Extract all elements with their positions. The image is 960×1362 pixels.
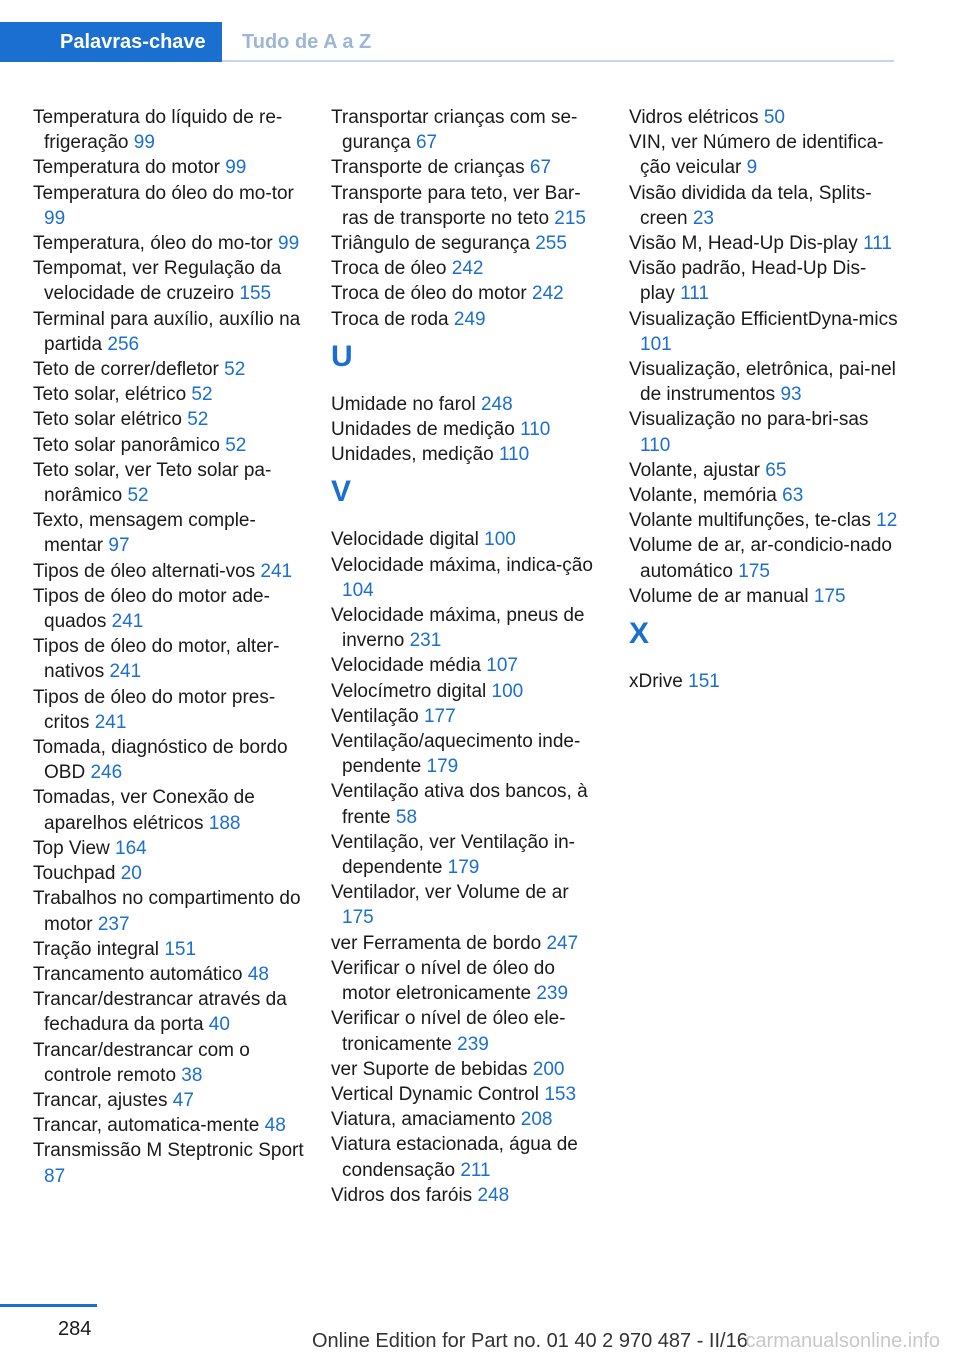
page-link[interactable]: 239: [457, 1033, 489, 1055]
entry-term: Teto solar, elétrico: [33, 384, 187, 406]
index-entry: [629, 256, 901, 306]
entry-term: Tipos de óleo do motor ade-quados: [33, 585, 270, 633]
page-link[interactable]: 63: [782, 485, 804, 507]
index-entry: [33, 357, 305, 382]
page-link[interactable]: 50: [763, 107, 785, 128]
index-entry: [33, 886, 305, 936]
index-entry: [33, 785, 305, 835]
page-link[interactable]: 110: [640, 434, 671, 456]
index-entry: [33, 937, 305, 962]
entry-term: xDrive: [629, 671, 683, 693]
page-link[interactable]: 231: [409, 630, 442, 652]
index-entry: [331, 880, 603, 930]
entry-term: Trancar/destrancar com o controle remoto: [33, 1039, 250, 1086]
page-link[interactable]: 211: [460, 1159, 491, 1181]
page-link[interactable]: 9: [746, 157, 758, 179]
index-entry: [33, 407, 305, 432]
entry-term: Transporte para teto, ver Bar-ras de transporte no teto: [331, 182, 581, 229]
index-entry: [33, 458, 305, 508]
page-number: 284: [58, 1318, 92, 1340]
index-entry: [33, 382, 305, 407]
entry-term: Volume de ar, ar-condicio-nado automático: [629, 535, 892, 582]
page-link[interactable]: 67: [415, 132, 438, 154]
page-link[interactable]: 175: [738, 560, 770, 582]
page-link[interactable]: 93: [780, 384, 802, 406]
entry-term: Troca de óleo: [331, 258, 447, 280]
header-rule: [222, 60, 894, 62]
entry-term: Velocidade média: [331, 655, 481, 677]
entry-term: Touchpad: [33, 863, 116, 885]
entry-term: Transporte de crianças: [331, 157, 525, 179]
entry-term: Teto solar, ver Teto solar pa-norâmico: [33, 459, 272, 507]
entry-term: Troca de roda: [331, 308, 449, 330]
index-column-2: [331, 105, 603, 1208]
index-entry: [33, 559, 305, 584]
tab-tudo-de-a-a-z[interactable]: Tudo de A a Z: [242, 31, 372, 53]
page-link[interactable]: 99: [44, 207, 66, 229]
index-entry: [331, 155, 603, 180]
page-link[interactable]: 110: [498, 444, 530, 466]
entry-term: Visualização, eletrônica, pai-nel de instrumentos: [629, 359, 896, 406]
section-letter: X: [629, 617, 650, 651]
page-link[interactable]: 200: [532, 1058, 565, 1080]
entry-term: Velocidade máxima, pneus de inverno: [331, 605, 585, 652]
page-link[interactable]: 100: [491, 680, 524, 702]
entry-term: Trancar, automatica-mente: [33, 1115, 260, 1137]
entry-term: Visualização EfficientDyna-mics: [629, 308, 898, 330]
page-link[interactable]: 153: [544, 1083, 577, 1105]
page-link[interactable]: 249: [453, 308, 486, 330]
page-link[interactable]: 242: [451, 258, 484, 280]
index-entry: [33, 1038, 305, 1088]
entry-term: Velocímetro digital: [331, 680, 487, 702]
entry-term: Trancar/destrancar através da fechadura da porta: [33, 989, 287, 1036]
index-entry: [629, 407, 901, 457]
page-link[interactable]: 99: [133, 132, 155, 154]
page-link[interactable]: 38: [181, 1064, 203, 1086]
page-link[interactable]: 241: [111, 611, 144, 633]
index-entry: [629, 584, 901, 609]
index-entry: [33, 861, 305, 886]
watermark: carmanualsonline.info: [745, 1330, 940, 1352]
entry-term: Temperatura do motor: [33, 157, 220, 179]
index-entry: [629, 669, 901, 694]
index-entry: [331, 729, 603, 779]
index-entry: [33, 685, 305, 735]
page-link[interactable]: 111: [863, 233, 892, 255]
entry-term: ver Ferramenta de bordo: [331, 932, 542, 954]
entry-term: Volante, memória: [629, 485, 777, 507]
index-entry: [331, 830, 603, 880]
index-entry: [331, 603, 603, 653]
entry-term: Visão dividida da tela, Splits-creen: [629, 182, 872, 229]
entry-term: Trancar, ajustes: [33, 1089, 168, 1111]
page-link[interactable]: 164: [115, 837, 147, 859]
index-entry: [629, 181, 901, 231]
page-link[interactable]: 179: [447, 857, 480, 879]
page-link[interactable]: 52: [127, 485, 149, 507]
entry-term: Viatura, amaciamento: [331, 1109, 516, 1131]
index-entry: [331, 105, 603, 155]
index-entry: [33, 155, 305, 180]
index-entry: [629, 483, 901, 508]
index-entry: [33, 231, 305, 256]
index-entry: [33, 962, 305, 987]
page-link[interactable]: 100: [484, 529, 516, 551]
entry-term: Unidades, medição: [331, 444, 494, 466]
page-link[interactable]: 52: [224, 359, 246, 381]
entry-term: Volante, ajustar: [629, 459, 760, 481]
index-entry: [331, 553, 603, 603]
page-link[interactable]: 188: [208, 812, 241, 834]
page-link[interactable]: 248: [477, 1184, 510, 1206]
index-entry: [331, 704, 603, 729]
page-link[interactable]: 23: [692, 207, 714, 229]
index-entry: [33, 1088, 305, 1113]
entry-term: Ventilação, ver Ventilação in-dependente: [331, 831, 575, 879]
entry-term: VIN, ver Número de identifica-ção veicular: [629, 132, 884, 179]
index-entry: [629, 231, 901, 256]
page-link[interactable]: 175: [813, 585, 846, 607]
page-link[interactable]: 87: [44, 1165, 66, 1187]
page-link[interactable]: 110: [520, 419, 551, 441]
index-entry: [331, 653, 603, 678]
page-link[interactable]: 99: [225, 157, 247, 179]
entry-term: Umidade no farol: [331, 393, 476, 415]
page-link[interactable]: 177: [423, 705, 456, 727]
index-entry: [629, 307, 901, 357]
page-link[interactable]: 99: [278, 233, 300, 255]
index-entry: [33, 634, 305, 684]
entry-term: Tipos de óleo do motor pres-critos: [33, 686, 276, 733]
index-entry: [331, 392, 603, 417]
page-link[interactable]: 248: [480, 393, 513, 415]
index-entry: [629, 533, 901, 583]
page-link[interactable]: 215: [554, 207, 586, 229]
index-entry: [331, 779, 603, 829]
entry-term: Temperatura, óleo do mo-tor: [33, 233, 273, 255]
entry-term: Temperatura do líquido de re-frigeração: [33, 107, 283, 154]
entry-term: Texto, mensagem comple-mentar: [33, 510, 256, 557]
entry-term: Teto solar elétrico: [33, 409, 182, 431]
index-entry: [629, 357, 901, 407]
footer-accent-bar: [0, 1304, 97, 1307]
index-entry: [629, 458, 901, 483]
page-link[interactable]: 237: [97, 913, 130, 935]
entry-term: Tomadas, ver Conexão de aparelhos elétricos: [33, 787, 255, 834]
page-link[interactable]: 65: [765, 459, 787, 481]
entry-term: Ventilação/aquecimento inde-pendente: [331, 731, 581, 778]
index-entry: [331, 931, 603, 956]
entry-term: Unidades de medição: [331, 419, 515, 441]
index-entry: [629, 105, 901, 130]
page-link[interactable]: 97: [108, 535, 130, 557]
entry-term: Tração integral: [33, 938, 160, 960]
entry-term: Visualização no para-bri-sas: [629, 409, 869, 431]
entry-term: Teto de correr/defletor: [33, 359, 219, 381]
page-link[interactable]: 104: [342, 579, 374, 601]
index-entry: [33, 1138, 305, 1188]
index-entry: [33, 735, 305, 785]
entry-term: Tempomat, ver Regulação da velocidade de cruzeiro: [33, 258, 282, 305]
index-entry: [331, 1183, 603, 1208]
entry-term: Tomada, diagnóstico de bordo OBD: [33, 737, 288, 784]
index-entry: [33, 307, 305, 357]
entry-term: Transmissão M Steptronic Sport: [33, 1140, 304, 1162]
entry-term: ver Suporte de bebidas: [331, 1058, 528, 1080]
entry-term: Troca de óleo do motor: [331, 283, 527, 305]
page-link[interactable]: 58: [395, 806, 418, 828]
page-link[interactable]: 241: [94, 711, 127, 733]
entry-term: Visão M, Head-Up Dis-play: [629, 233, 858, 255]
page-link[interactable]: 241: [109, 661, 142, 683]
index-column-3: [629, 105, 901, 694]
index-entry: [33, 584, 305, 634]
entry-term: Temperatura do óleo do mo-tor: [33, 182, 294, 204]
edition-note: Online Edition for Part no. 01 40 2 970 487 - II/16: [312, 1330, 748, 1352]
entry-term: Ventilação: [331, 705, 419, 727]
entry-term: Velocidade digital: [331, 529, 479, 551]
entry-term: Volante multifunções, te-clas: [629, 510, 871, 532]
entry-term: Ventilação ativa dos bancos, à frente: [331, 781, 588, 828]
entry-term: Visão padrão, Head-Up Dis-play: [629, 258, 867, 305]
index-entry: [331, 527, 603, 552]
page-link[interactable]: 52: [191, 384, 213, 406]
index-entry: [331, 1057, 603, 1082]
entry-term: Transportar crianças com se-gurança: [331, 107, 578, 154]
index-entry: [331, 1082, 603, 1107]
entry-term: Tipos de óleo alternati-vos: [33, 560, 256, 582]
index-entry: [33, 433, 305, 458]
index-entry: [331, 181, 603, 231]
page-link[interactable]: 52: [225, 434, 247, 456]
page-link[interactable]: 239: [536, 983, 569, 1005]
index-entry: [331, 679, 603, 704]
page-link[interactable]: 246: [90, 762, 123, 784]
entry-term: Verificar o nível de óleo do motor eletronicamente: [331, 957, 555, 1005]
entry-term: Volume de ar manual: [629, 585, 809, 607]
page-link[interactable]: 48: [247, 963, 269, 985]
section-letter: V: [331, 475, 352, 509]
entry-term: Trancamento automático: [33, 963, 243, 985]
index-entry: [33, 508, 305, 558]
index-entry: [331, 1132, 603, 1182]
entry-term: Viatura estacionada, água de condensação: [331, 1134, 578, 1181]
index-entry: [33, 836, 305, 861]
entry-term: Trabalhos no compartimento do motor: [33, 888, 301, 935]
index-entry: [629, 130, 901, 180]
page-link[interactable]: 101: [640, 333, 672, 355]
index-entry: [629, 508, 901, 533]
entry-term: Verificar o nível de óleo ele-tronicamente: [331, 1008, 566, 1055]
tab-palavras-chave[interactable]: Palavras-chave: [0, 22, 222, 62]
entry-term: Ventilador, ver Volume de ar: [331, 882, 569, 904]
entry-term: Vidros elétricos: [629, 107, 759, 128]
entry-term: Vertical Dynamic Control: [331, 1083, 540, 1105]
index-entry: [33, 105, 305, 155]
index-entry: [331, 442, 603, 467]
page-link[interactable]: 208: [520, 1109, 553, 1131]
entry-term: Velocidade máxima, indica-ção: [331, 554, 593, 576]
page-link[interactable]: 12: [876, 510, 898, 532]
page-link[interactable]: 48: [264, 1115, 286, 1137]
index-entry: [331, 1107, 603, 1132]
entry-term: Teto solar panorâmico: [33, 434, 220, 456]
page-link[interactable]: 67: [529, 157, 552, 179]
page-link[interactable]: 247: [546, 932, 579, 954]
index-entry: [331, 1006, 603, 1056]
entry-term: Vidros dos faróis: [331, 1184, 473, 1206]
index-column-1: [33, 105, 305, 1189]
entry-term: Triângulo de segurança: [331, 233, 530, 255]
index-entry: [331, 956, 603, 1006]
page-link[interactable]: 52: [187, 409, 209, 431]
page-link[interactable]: 47: [172, 1089, 194, 1111]
index-entry: [331, 231, 603, 256]
page-link[interactable]: 20: [120, 863, 142, 885]
page-link[interactable]: 256: [107, 333, 140, 355]
page-link[interactable]: 40: [208, 1014, 230, 1036]
page-link[interactable]: 107: [486, 655, 518, 677]
entry-term: Tipos de óleo do motor, alter-nativos: [33, 636, 280, 683]
index-entry: [33, 987, 305, 1037]
page-link[interactable]: 151: [688, 671, 720, 693]
page-link[interactable]: 242: [532, 283, 564, 305]
section-letter: U: [331, 339, 353, 373]
index-entry: [331, 417, 603, 442]
page-link[interactable]: 255: [535, 233, 567, 255]
index-entry: [33, 256, 305, 306]
page-link[interactable]: 241: [260, 560, 293, 582]
page-link[interactable]: 151: [164, 938, 197, 960]
page-link[interactable]: 179: [426, 756, 459, 778]
index-entry: [331, 307, 603, 332]
entry-term: Top View: [33, 837, 110, 859]
index-entry: [33, 181, 305, 231]
index-entry: [331, 281, 603, 306]
page-link[interactable]: 111: [680, 283, 710, 305]
index-entry: [33, 1113, 305, 1138]
page-link[interactable]: 155: [239, 283, 272, 305]
header-tabs: [0, 22, 894, 62]
entry-term: Terminal para auxílio, auxílio na partida: [33, 308, 301, 355]
page-link[interactable]: 175: [342, 907, 374, 929]
index-entry: [331, 256, 603, 281]
